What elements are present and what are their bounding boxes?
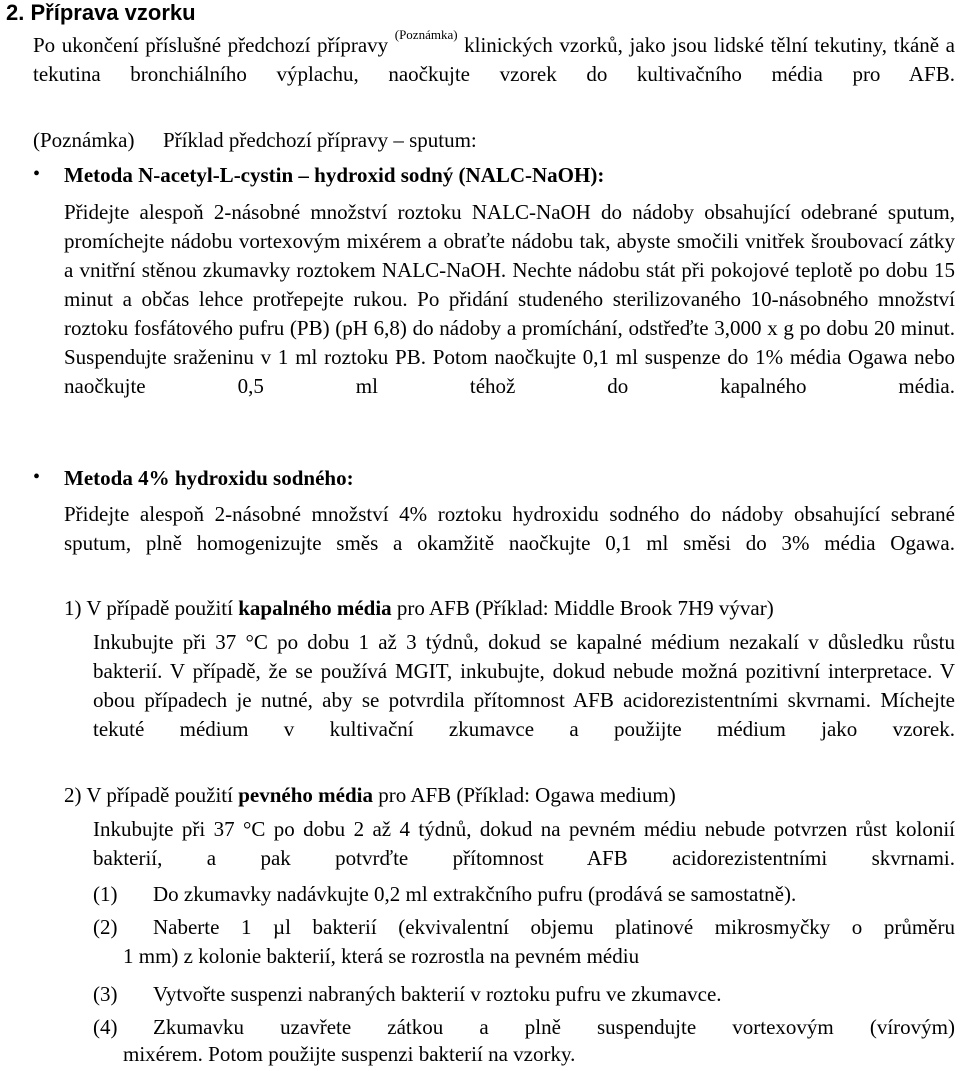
method2-title: Metoda 4% hydroxidu sodného: [64, 466, 354, 490]
intro-paragraph [33, 27, 955, 118]
case2-body: Inkubujte při 37 °C po dobu 2 až 4 týdnů, dokud na pevném médiu nebude potvrzen růst kolonií bakterií, a pak potvrďte přítomnost AFB acidorezistentními skvrnami. [93, 817, 955, 870]
method1-body [64, 198, 955, 430]
case1-heading [64, 594, 954, 623]
step-1-text: Do zkumavky nadávkujte 0,2 ml extrakčního pufru (prodává se samostatně). [153, 882, 797, 906]
note-label: (Poznámka) [33, 128, 135, 152]
case2-number: 2) [64, 783, 82, 807]
case1-number: 1) [64, 596, 82, 620]
step-2-continuation: 1 mm) z kolonie bakterií, která se rozrostla na pevném médiu [123, 944, 640, 968]
bullet-method-1: • [33, 163, 41, 185]
step-3-number: (3) [93, 982, 118, 1006]
intro-text-start: Po ukončení příslušné předchozí přípravy [33, 33, 395, 57]
method1-para-2: Po přidání studeného sterilizovaného 10-násobného množství roztoku fosfátového pufru (PB) (pH 6,8) do nádoby a promíchání, odstřeďte 3,000 x g po dobu 20 minut. Suspendujte sraženinu v 1 ml roztoku PB. Potom naočkujte 0,1 ml suspenze do 1% média Ogawa nebo naočkujte 0,5 ml téhož do kapalného média. [64, 287, 955, 398]
note-text: Příklad předchozí přípravy – sputum: [162, 128, 477, 152]
case2-heading [64, 781, 954, 810]
step-3-text: Vytvořte suspenzi nabraných bakterií v roztoku pufru ve zkumavce. [153, 982, 722, 1006]
case1-lead: V případě použití [86, 596, 239, 620]
method2-body: Přidejte alespoň 2-násobné množství 4% roztoku hydroxidu sodného do nádoby obsahující sebrané sputum, plně homogenizujte směs a okamžitě naočkujte 0,1 ml směsi do 3% média Ogawa. [64, 502, 955, 555]
case2-tail: pro AFB (Příklad: Ogawa medium) [372, 783, 676, 807]
case1-bold: kapalného média [238, 596, 392, 620]
method1-title: Metoda N-acetyl-L-cystin – hydroxid sodný (NALC-NaOH): [64, 163, 605, 187]
method1-para-1: Přidejte alespoň 2-násobné množství roztoku NALC-NaOH do nádoby obsahující odebrané sputum, promíchejte nádobu vortexovým mixérem a obraťte nádobu tak, abyste smočili vnitřek šroubovací zátky a vnitřní stěnou zkumavky roztokem NALC-NaOH. Nechte nádobu stát při pokojové teplotě po dobu 15 minut a občas lehce protřepejte rukou. [64, 200, 955, 311]
intro-text-end: klinických vzorků, jako jsou lidské tělní tekutiny, tkáně a tekutina bronchiálního výplachu, naočkujte vzorek do kultivačního média pro AFB. [33, 33, 955, 86]
case1-tail: pro AFB (Příklad: Middle Brook 7H9 vývar) [391, 596, 774, 620]
step-4-continuation: mixérem. Potom použijte suspenzi bakterií na vzorky. [123, 1042, 576, 1066]
case2-bold: pevného média [238, 783, 373, 807]
bullet-method-2: • [33, 466, 41, 488]
step-2-text: Naberte 1 µl bakterií (ekvivalentní objemu platinové mikrosmyčky o průměru [153, 915, 955, 939]
section-number: 2. [6, 0, 25, 25]
step-1-number: (1) [93, 882, 118, 906]
step-4-number: (4) [93, 1015, 118, 1039]
note-marker: (Poznámka) [394, 27, 458, 42]
section-title: Příprava vzorku [30, 0, 196, 25]
case1-body: Inkubujte při 37 °C po dobu 1 až 3 týdnů, dokud se kapalné médium nezakalí v důsledku růstu bakterií. V případě, že se používá MGIT, inkubujte, dokud nebude možná pozitivní interpretace. V obou případech je nutné, aby se potvrdila přítomnost AFB acidorezistentními skvrnami. Míchejte tekuté médium v kultivační zkumavce a použijte médium jako vzorek. [93, 630, 955, 741]
case2-lead: V případě použití [86, 783, 239, 807]
note-line [33, 126, 955, 155]
section-heading [6, 0, 196, 27]
step-4-text: Zkumavku uzavřete zátkou a plně suspendujte vortexovým (vírovým) [153, 1015, 955, 1039]
step-1 [93, 880, 955, 909]
step-3 [93, 980, 955, 1009]
step-2-number: (2) [93, 915, 118, 939]
